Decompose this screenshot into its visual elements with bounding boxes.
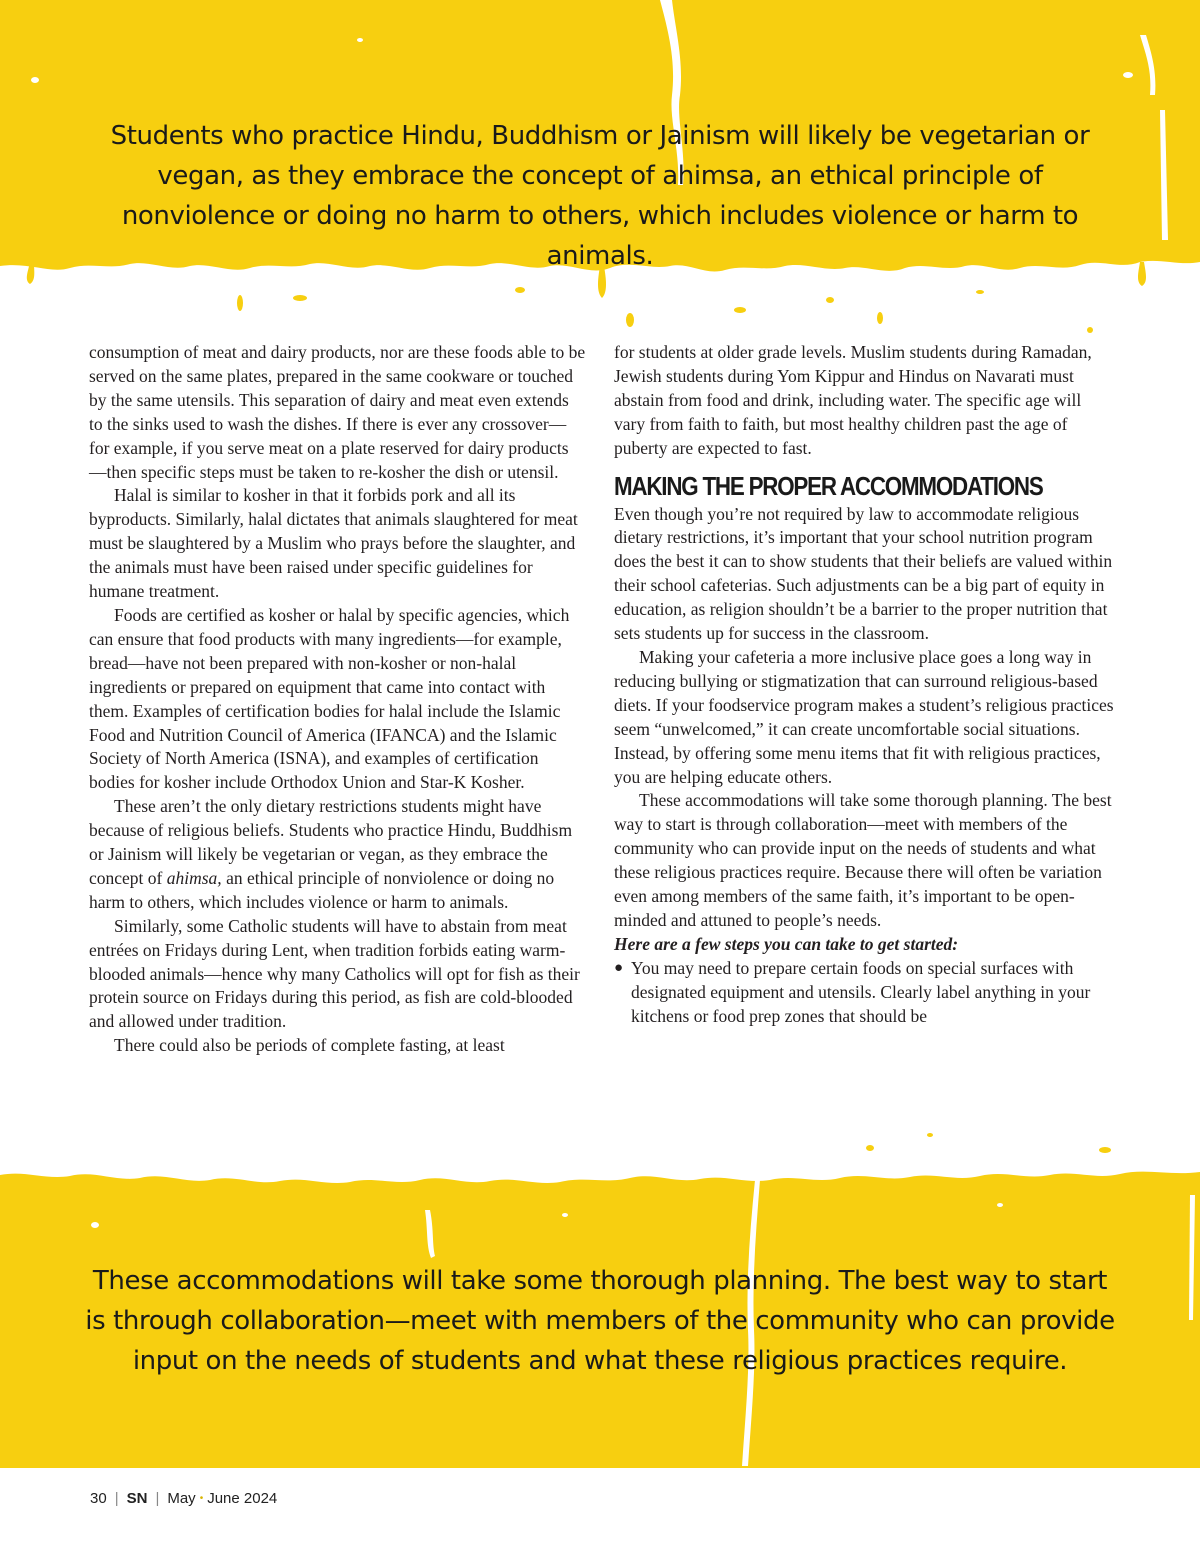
paragraph: Similarly, some Catholic students will have to abstain from meat entrées on Fridays during Lent, when tradition forbids eating warm-blooded animals—hence why many Catholics will opt for fish as their protein source on Fridays during this period, as fish are cold-blooded and allowed under tradition.: [89, 915, 580, 1032]
page-number: 30: [90, 1490, 107, 1507]
paragraph-text: an ethical principle of nonviolence or doing no harm to others, which includes violence or harm to animals.: [89, 867, 555, 912]
paragraph-text: These aren’t the only dietary restrictions students might have because of religious beliefs. Students who practice Hindu, Buddhism or Jainism will likely be vegetarian or vegan, as they embrace the concept of: [89, 796, 573, 888]
list-item-text: You may need to prepare certain foods on special surfaces with designated equipment and utensils. Clearly label anything in your kitchens or food prep zones that should be: [631, 957, 1091, 1026]
article-column-right: [614, 341, 1114, 1028]
bullet-icon: •: [199, 1493, 204, 1504]
paragraph: for students at older grade levels. Muslim students during Ramadan, Jewish students during Yom Kippur and Hindus on Navarati must abstain from food and drink, including water. The specific age will vary from faith to faith, but most healthy children past the age of puberty are expected to fast.: [614, 342, 1092, 458]
section-heading: MAKING THE PROPER ACCOMMODATIONS: [614, 470, 1043, 501]
pull-quote-bottom: These accommodations will take some thorough planning. The best way to start is through collaboration—meet with members of the community who can provide input on the needs of students and what these religious practices require.: [85, 1266, 1115, 1376]
footer-separator: |: [114, 1490, 119, 1507]
ahimsa-term: ahimsa,: [166, 867, 222, 888]
paragraph: consumption of meat and dairy products, nor are these foods able to be served on the same plates, prepared in the same cookware or touched by the same utensils. This separation of dairy and meat even extends to the sinks used to wash the dishes. If there is ever any crossover—for example, if you serve meat on a plate reserved for dairy products—then specific steps must be taken to re-kosher the dish or utensil.: [89, 342, 586, 482]
issue-month: May: [167, 1490, 196, 1507]
footer-separator: |: [155, 1490, 160, 1507]
list-item: [614, 957, 1114, 1029]
bullet-icon: ●: [614, 959, 624, 976]
paragraph: Making your cafeteria a more inclusive place goes a long way in reducing bullying or stigmatization that can surround religious-based diets. If your foodservice program makes a student’s religious practices seem “unwelcomed,” it can create uncomfortable social situations. Instead, by offering some menu items that fit with religious practices, you are helping educate others.: [614, 646, 1114, 787]
paragraph: Even though you’re not required by law to accommodate religious dietary restrictions, it’s important that your school nutrition program does the best it can to show students that their beliefs are valued within their school cafeterias. Such adjustments can be a big part of equity in education, as religion shouldn’t be a barrier to the proper nutrition that sets students up for success in the classroom.: [614, 503, 1113, 644]
pull-quote-top: Students who practice Hindu, Buddhism or Jainism will likely be vegetarian or vegan, as they embrace the concept of ahimsa, an ethical principle of nonviolence or doing no harm to others, which includes violence or harm to animals.: [110, 121, 1090, 271]
paragraph: [89, 795, 586, 915]
paragraph: Foods are certified as kosher or halal by specific agencies, which can ensure that food products with many ingredients—for example, bread—have not been prepared with non-kosher or non-halal ingredients or prepared on equipment that came into contact with them. Examples of certification bodies for halal include the Islamic Food and Nutrition Council of America (IFANCA) and the Islamic Society of North America (ISNA), and examples of certification bodies for kosher include Orthodox Union and Star-K Kosher.: [89, 604, 570, 793]
article-column-left: [89, 341, 586, 1058]
page-footer: [90, 1490, 277, 1507]
steps-intro: Here are a few steps you can take to get started:: [614, 933, 959, 954]
paragraph: Halal is similar to kosher in that it forbids pork and all its byproducts. Similarly, halal dictates that animals slaughtered for meat must be slaughtered by a Muslim who prays before the slaughter, and the animals must have been raised under specific guidelines for humane treatment.: [89, 485, 578, 602]
paragraph: There could also be periods of complete fasting, at least: [114, 1035, 505, 1056]
paragraph: These accommodations will take some thorough planning. The best way to start is through collaboration—meet with members of the community who can provide input on the needs of students and what these religious practices require. Because there will often be variation even among members of the same faith, it’s important to be open-minded and attuned to people’s needs.: [614, 790, 1112, 930]
publication-name: SN: [126, 1490, 148, 1507]
issue-date: June 2024: [207, 1490, 278, 1507]
